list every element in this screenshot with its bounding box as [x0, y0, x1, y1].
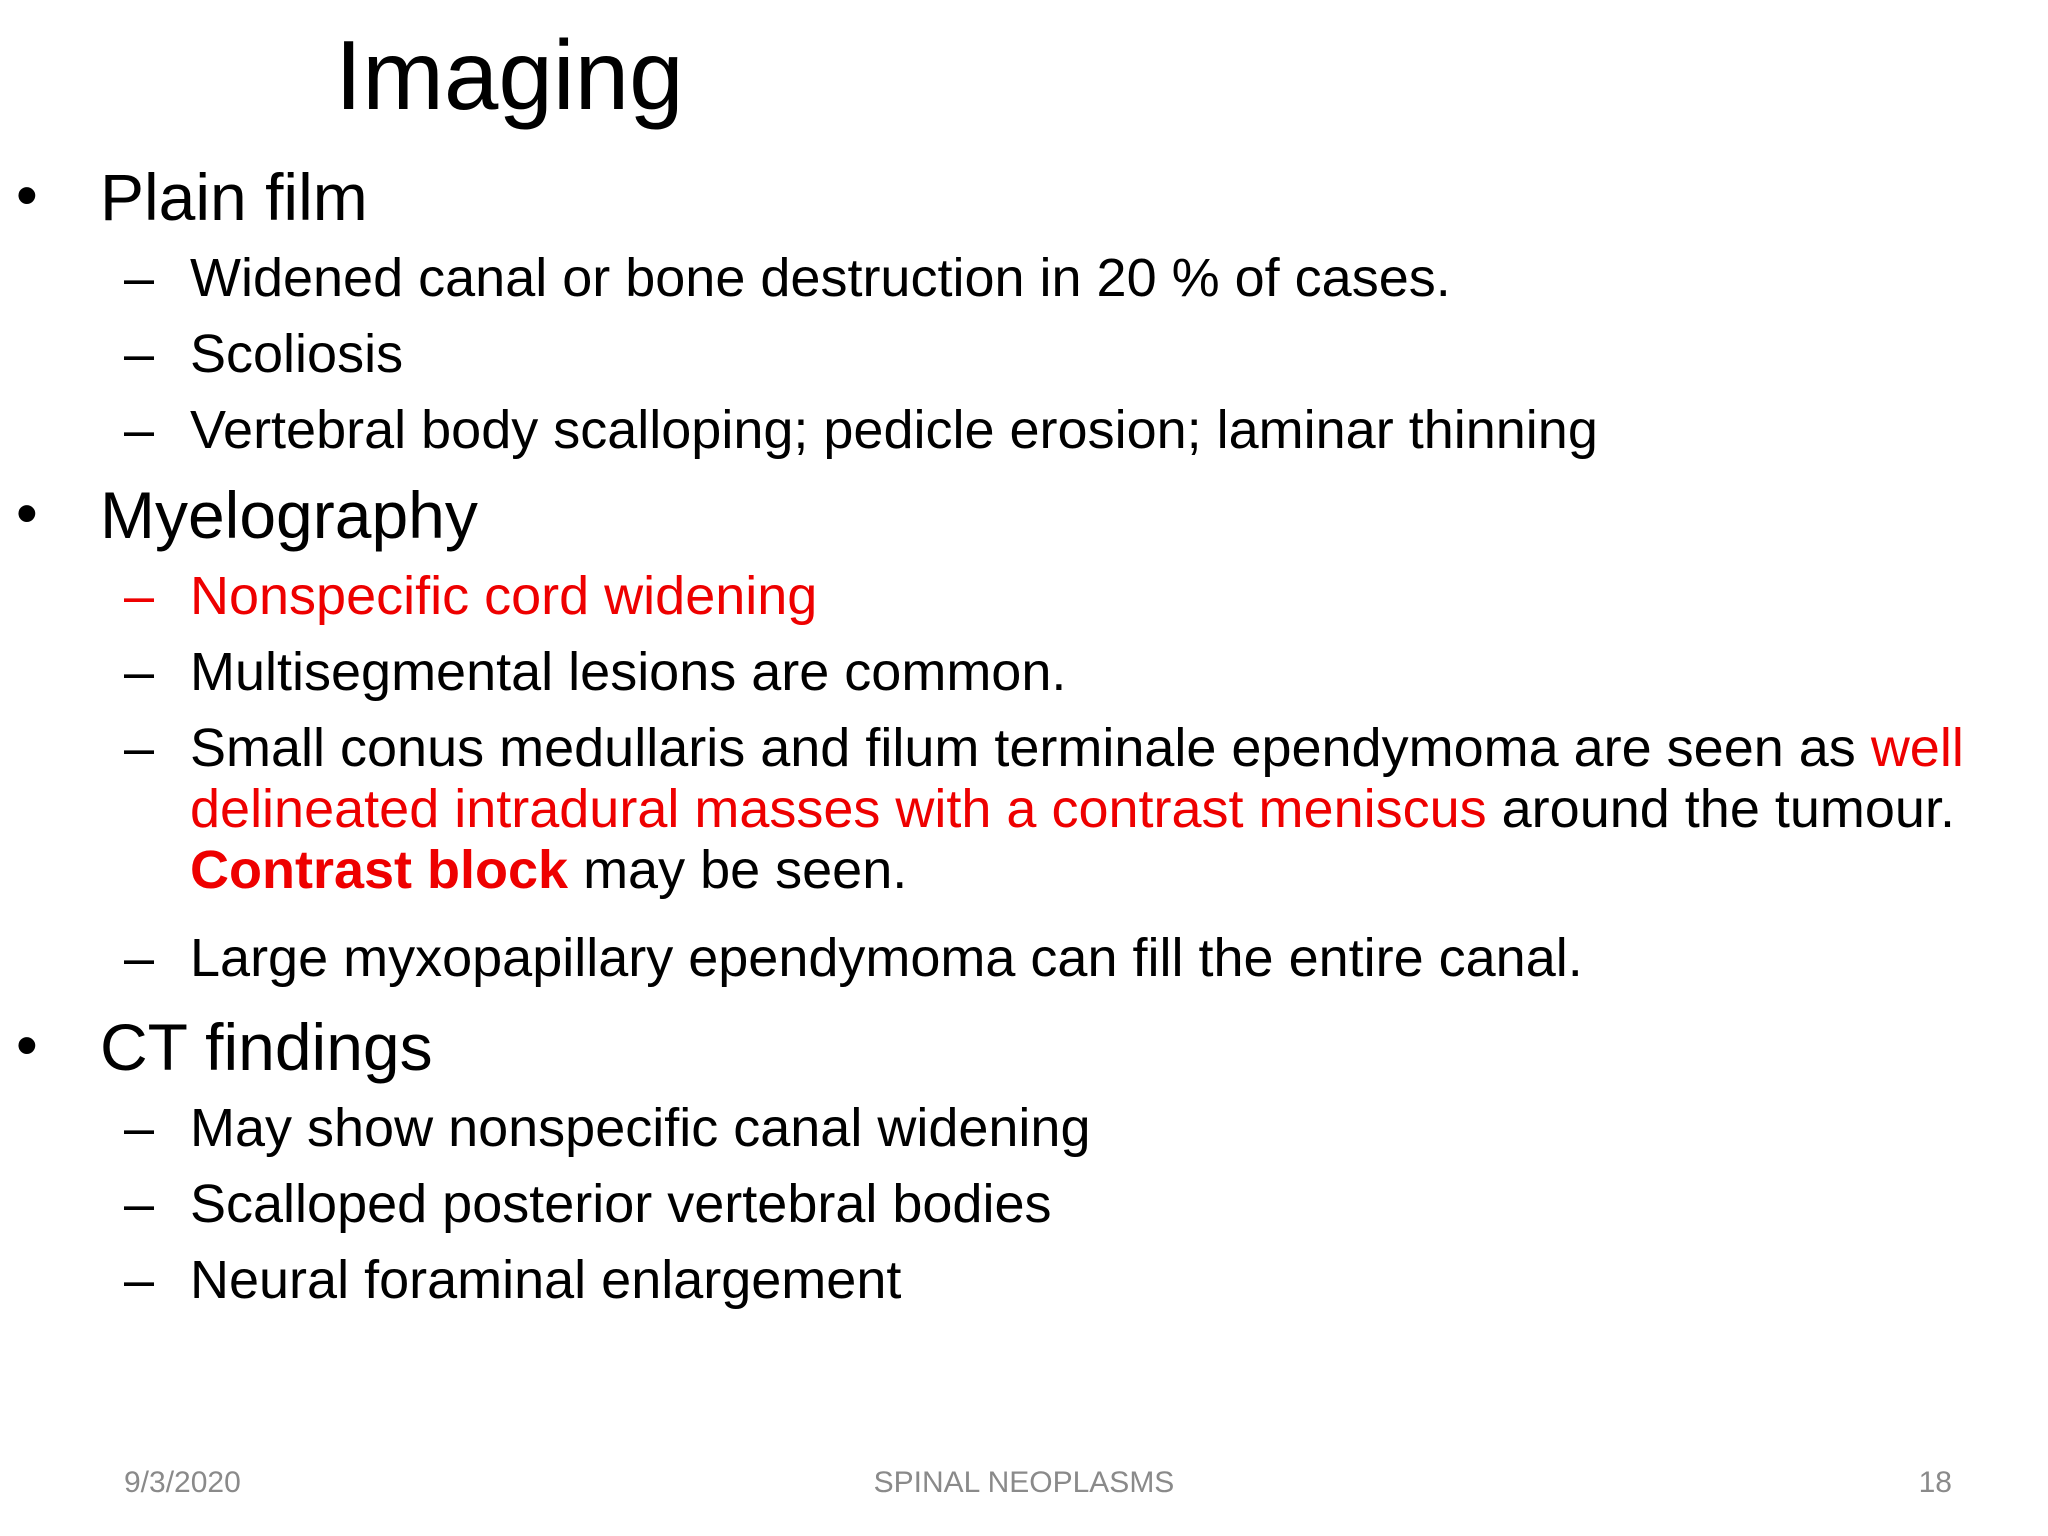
heading-myelography: Myelography — [100, 478, 478, 552]
bullet-marker: • — [16, 161, 38, 230]
item-cord-widening: Nonspecific cord widening — [190, 566, 818, 626]
dash-marker: – — [124, 642, 155, 702]
dash-marker: – — [124, 248, 155, 308]
item-small-conus — [190, 718, 2000, 901]
item-canal-widening: May show nonspecific canal widening — [190, 1098, 1091, 1158]
dash-marker: – — [124, 1250, 155, 1310]
small-conus-text: Small conus medullaris and filum terminale ependymoma are seen as — [190, 718, 1871, 778]
dash-marker: – — [124, 566, 155, 626]
item-widened-canal: Widened canal or bone destruction in 20 % of cases. — [190, 248, 1451, 308]
dash-marker: – — [124, 324, 155, 384]
small-conus-highlight: well delineated intradural masses with a contrast meniscus — [190, 718, 1964, 839]
footer-title: SPINAL NEOPLASMS — [873, 1466, 1175, 1499]
page-number: 18 — [1918, 1466, 1952, 1499]
small-conus-text-end: may be seen. — [568, 840, 908, 900]
item-multisegmental: Multisegmental lesions are common. — [190, 642, 1067, 702]
bullet-marker: • — [16, 479, 38, 548]
heading-plain-film: Plain film — [100, 160, 368, 234]
footer-date: 9/3/2020 — [124, 1466, 241, 1499]
dash-marker: – — [124, 928, 155, 988]
item-vertebral-scalloping: Vertebral body scalloping; pedicle erosion; laminar thinning — [190, 400, 1598, 460]
small-conus-text-cont: around the tumour. — [1486, 779, 1955, 839]
contrast-block-highlight: Contrast block — [190, 840, 569, 900]
dash-marker: – — [124, 400, 155, 460]
dash-marker: – — [124, 718, 155, 778]
bullet-marker: • — [16, 1011, 38, 1080]
heading-ct-findings: CT findings — [100, 1010, 433, 1084]
item-foraminal-enlargement: Neural foraminal enlargement — [190, 1250, 902, 1310]
item-large-myxopapillary: Large myxopapillary ependymoma can fill the entire canal. — [190, 928, 1583, 988]
dash-marker: – — [124, 1098, 155, 1158]
slide-title: Imaging — [335, 20, 684, 130]
item-scoliosis: Scoliosis — [190, 324, 404, 384]
dash-marker: – — [124, 1174, 155, 1234]
item-scalloped-bodies: Scalloped posterior vertebral bodies — [190, 1174, 1052, 1234]
